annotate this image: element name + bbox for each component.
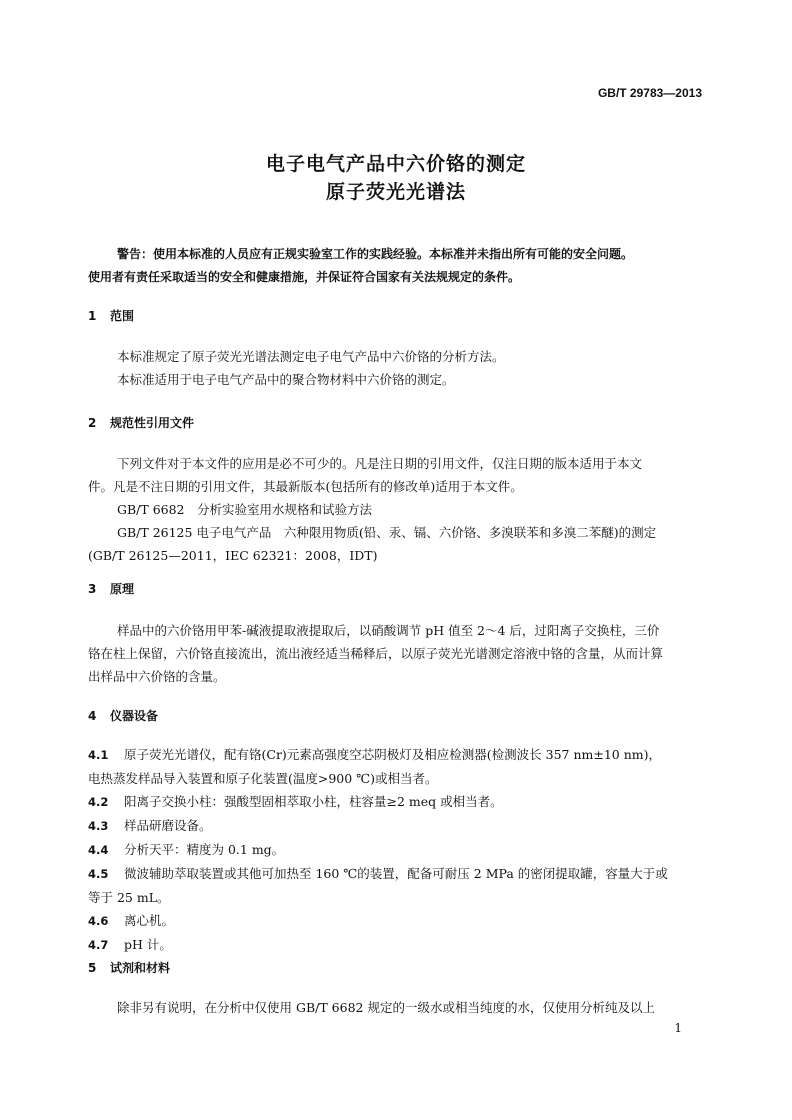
item-continuation: 等于 25 mL。 [88,890,170,905]
section-heading-references [88,414,194,431]
section-apparatus-body [88,743,704,957]
section-number: 5 [88,961,97,975]
list-item [88,862,704,886]
item-text: pH 计。 [124,937,172,952]
reference-item: (GB/T 26125—2011，IEC 62321：2008，IDT) [88,548,378,563]
page-number: 1 [674,1021,682,1035]
list-item [88,909,704,933]
document-title: 电子电气产品中六价铬的测定 [265,153,526,175]
warning-block [88,243,704,289]
section-title: 规范性引用文件 [110,416,195,430]
section-title: 试剂和材料 [110,961,171,975]
section-number: 3 [88,582,97,596]
document-subtitle: 原子荧光光谱法 [325,181,466,203]
section-heading-reagents [88,959,170,976]
item-number: 4.7 [88,938,109,952]
reference-item: GB/T 26125 电子电气产品 六种限用物质(铅、汞、镉、六价铬、多溴联苯和多溴二苯醚)的测定 [117,525,657,540]
paragraph-line: 件。凡是不注日期的引用文件，其最新版本(包括所有的修改单)适用于本文件。 [88,479,523,494]
list-item [88,838,704,862]
item-text: 分析天平：精度为 0.1 mg。 [124,842,285,857]
item-text: 阳离子交换小柱：强酸型固相萃取小柱，柱容量≥2 meq 或相当者。 [124,794,503,809]
reference-item: GB/T 6682 分析实验室用水规格和试验方法 [117,502,373,517]
list-item [88,790,704,814]
section-number: 1 [88,309,97,323]
warning-line: 使用者有责任采取适当的安全和健康措施，并保证符合国家有关法规规定的条件。 [88,270,521,284]
paragraph-line: 样品中的六价铬用甲苯-碱液提取液提取后，以硝酸调节 pH 值至 2～4 后，过阳离子交换柱，三价 [117,623,660,638]
section-scope-body [88,345,704,391]
list-item [88,933,704,957]
item-number: 4.5 [88,867,109,881]
item-number: 4.4 [88,843,109,857]
section-heading-principle [88,580,134,597]
paragraph-line: 除非另有说明，在分析中仅使用 GB/T 6682 规定的一级水或相当纯度的水，仅使用分析纯及以上 [117,1000,655,1015]
paragraph-line: 本标准适用于电子电气产品中的聚合物材料中六价铬的测定。 [117,372,455,387]
section-heading-scope [88,307,134,324]
section-references-body [88,452,704,567]
item-text: 样品研磨设备。 [124,818,212,833]
paragraph-line: 出样品中六价铬的含量。 [88,669,226,684]
paragraph-line: 本标准规定了原子荧光光谱法测定电子电气产品中六价铬的分析方法。 [117,349,505,364]
list-item [88,743,704,767]
section-reagents-body [88,996,704,1019]
section-title: 范围 [110,309,135,323]
section-heading-apparatus [88,707,158,724]
warning-line: 警告：使用本标准的人员应有正规实验室工作的实践经验。本标准并未指出所有可能的安全问题。 [117,247,634,261]
section-number: 4 [88,709,97,723]
list-item [88,814,704,838]
standard-code: GB/T 29783—2013 [597,86,702,100]
item-text: 离心机。 [124,913,175,928]
item-continuation: 电热蒸发样品导入装置和原子化装置(温度>900 ℃)或相当者。 [88,771,438,786]
paragraph-line: 下列文件对于本文件的应用是必不可少的。凡是注日期的引用文件，仅注日期的版本适用于本文 [117,456,643,471]
item-text: 原子荧光光谱仪，配有铬(Cr)元素高强度空芯阴极灯及相应检测器(检测波长 357 nm±10 nm)， [124,747,662,762]
section-number: 2 [88,416,97,430]
item-number: 4.3 [88,819,109,833]
section-principle-body [88,619,704,688]
item-text: 微波辅助萃取装置或其他可加热至 160 ℃的装置，配备可耐压 2 MPa 的密闭提取罐，容量大于或 [124,866,668,881]
item-number: 4.2 [88,795,109,809]
item-number: 4.1 [88,748,109,762]
section-title: 原理 [110,582,135,596]
section-title: 仪器设备 [110,709,159,723]
paragraph-line: 铬在柱上保留，六价铬直接流出，流出液经适当稀释后，以原子荧光光谱测定溶液中铬的含量，从而计算 [88,646,664,661]
item-number: 4.6 [88,914,109,928]
